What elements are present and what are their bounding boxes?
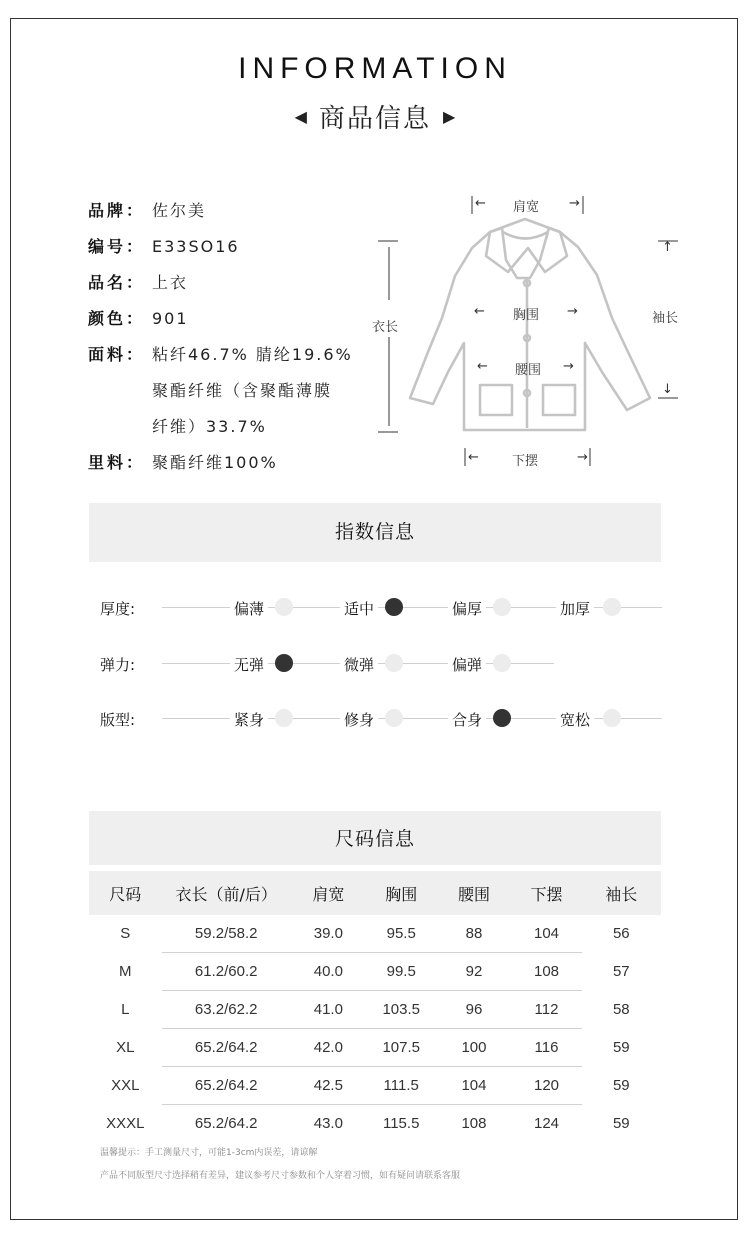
- table-cell: XL: [116, 1039, 135, 1056]
- label-chest: 胸围: [513, 308, 540, 323]
- table-cell: 100: [437, 1029, 512, 1067]
- table-cell: 59.2/58.2: [162, 915, 291, 953]
- index-dot: [385, 598, 403, 616]
- spec-key: 面料：: [88, 345, 146, 364]
- index-option: 微弹: [340, 654, 378, 675]
- spec-value: 粘纤46.7% 腈纶19.6%: [152, 345, 353, 364]
- size-table: [89, 871, 661, 1142]
- table-cell: 108: [511, 953, 581, 991]
- arrow-right-icon: →: [563, 359, 574, 374]
- arrow-left-icon: ←: [474, 304, 485, 319]
- spec-value: 聚酯纤维100%: [152, 453, 278, 472]
- table-cell: 95.5: [366, 915, 437, 953]
- index-option: 偏薄: [230, 598, 268, 619]
- spec-color: [88, 307, 189, 331]
- table-cell: 65.2/64.2: [162, 1029, 291, 1067]
- column-header: 尺码: [89, 871, 162, 915]
- spec-value: 901: [152, 309, 189, 328]
- index-option: 偏弹: [448, 654, 486, 675]
- spec-fabric: [88, 343, 353, 436]
- spec-name: [88, 271, 189, 295]
- column-header: 胸围: [366, 871, 437, 915]
- table-cell: 43.0: [313, 1115, 343, 1132]
- label-hem: 下摆: [512, 454, 539, 469]
- table-cell: 57: [612, 963, 630, 980]
- table-cell: 88: [437, 915, 512, 953]
- table-cell: 116: [511, 1029, 581, 1067]
- arrow-left-icon: ←: [477, 359, 488, 374]
- table-row: [89, 991, 661, 1029]
- table-cell: 61.2/60.2: [162, 953, 291, 991]
- index-dot: [385, 709, 403, 727]
- table-cell: 103.5: [366, 991, 437, 1029]
- index-dot: [603, 709, 621, 727]
- spec-brand: [88, 199, 207, 223]
- index-option: 合身: [448, 709, 486, 730]
- table-row: [89, 1067, 661, 1105]
- table-cell: 56: [612, 925, 630, 942]
- table-cell: 112: [511, 991, 581, 1029]
- index-option: 紧身: [230, 709, 268, 730]
- index-option: 无弹: [230, 654, 268, 675]
- index-label: 厚度:: [100, 600, 136, 618]
- index-option: 修身: [340, 709, 378, 730]
- table-cell: 41.0: [291, 991, 366, 1029]
- spec-lining: [88, 451, 278, 475]
- title-chinese-row: [0, 98, 750, 135]
- table-cell: 39.0: [291, 915, 366, 953]
- index-option: 加厚: [556, 598, 594, 619]
- spec-value: E33SO16: [152, 237, 240, 256]
- index-option: 适中: [340, 598, 378, 619]
- table-cell: 115.5: [382, 1115, 420, 1132]
- index-dot: [275, 654, 293, 672]
- table-row: [89, 1105, 661, 1143]
- spec-key: 颜色：: [88, 309, 146, 328]
- table-row: [89, 953, 661, 991]
- right-circle-arrow-icon: ▶︎: [443, 107, 456, 126]
- spec-code: [88, 235, 240, 259]
- spec-value: 纤维）33.7%: [152, 417, 267, 436]
- spec-key: 编号：: [88, 237, 146, 256]
- table-cell: 124: [534, 1115, 560, 1132]
- note-fit-advice: 产品不同版型尺寸选择稍有差异，建议参考尺寸参数和个人穿着习惯，如有疑问请联系客服: [100, 1171, 461, 1181]
- table-cell: M: [119, 963, 132, 980]
- spec-value: 佐尔美: [152, 201, 207, 220]
- note-measurement: 温馨提示：手工测量尺寸，可能1-3cm内误差，请谅解: [100, 1148, 318, 1158]
- column-header: 袖长: [582, 871, 661, 915]
- table-cell: 63.2/62.2: [162, 991, 291, 1029]
- spec-key: 里料：: [88, 453, 146, 472]
- table-cell: 65.2/64.2: [194, 1115, 258, 1132]
- arrow-right-icon: →: [569, 196, 580, 211]
- index-dot: [493, 709, 511, 727]
- spec-key: 品牌：: [88, 201, 146, 220]
- size-section-header: 尺码信息: [89, 811, 661, 865]
- title-chinese: 商品信息: [318, 104, 431, 134]
- arrow-left-icon: ←: [475, 196, 486, 211]
- size-table-header-row: [89, 871, 661, 915]
- column-header: 衣长（前/后）: [162, 871, 291, 915]
- arrow-up-icon: ↑: [662, 240, 673, 255]
- arrow-down-icon: ↓: [662, 382, 673, 397]
- left-circle-arrow-icon: ◀︎: [294, 107, 307, 126]
- column-header: 肩宽: [291, 871, 366, 915]
- column-header: 腰围: [437, 871, 512, 915]
- index-option: 偏厚: [448, 598, 486, 619]
- label-length: 衣长: [372, 320, 399, 335]
- table-cell: 104: [511, 915, 581, 953]
- arrow-left-icon: ←: [468, 450, 479, 465]
- table-cell: 96: [437, 991, 512, 1029]
- table-cell: XXXL: [106, 1115, 145, 1132]
- table-cell: 99.5: [366, 953, 437, 991]
- spec-value: 上衣: [152, 273, 189, 292]
- table-cell: 92: [437, 953, 512, 991]
- table-cell: 104: [437, 1067, 512, 1105]
- table-cell: 59: [612, 1077, 630, 1094]
- table-row: [89, 915, 661, 953]
- label-shoulder: 肩宽: [513, 200, 540, 215]
- table-cell: 42.0: [291, 1029, 366, 1067]
- index-dot: [275, 598, 293, 616]
- index-label: 版型:: [100, 711, 136, 729]
- table-row: [89, 1029, 661, 1067]
- table-cell: 42.5: [291, 1067, 366, 1105]
- table-cell: 111.5: [366, 1067, 437, 1105]
- index-dot: [493, 654, 511, 672]
- table-cell: 120: [511, 1067, 581, 1105]
- spec-value: 聚酯纤维（含聚酯薄膜: [152, 381, 333, 400]
- arrow-right-icon: →: [567, 304, 578, 319]
- table-cell: XXL: [111, 1077, 140, 1094]
- label-sleeve: 袖长: [652, 311, 679, 326]
- spec-key: 品名：: [88, 273, 146, 292]
- index-option: 宽松: [556, 709, 594, 730]
- index-label: 弹力:: [100, 656, 136, 674]
- table-cell: S: [120, 925, 131, 942]
- table-cell: 107.5: [366, 1029, 437, 1067]
- table-cell: 108: [461, 1115, 487, 1132]
- index-dot: [493, 598, 511, 616]
- table-cell: L: [121, 1001, 130, 1018]
- label-waist: 腰围: [515, 363, 542, 378]
- table-cell: 59: [612, 1115, 630, 1132]
- index-section-header: 指数信息: [89, 503, 661, 562]
- table-cell: 65.2/64.2: [162, 1067, 291, 1105]
- table-cell: 40.0: [291, 953, 366, 991]
- column-header: 下摆: [511, 871, 581, 915]
- index-dot: [603, 598, 621, 616]
- arrow-right-icon: →: [577, 450, 588, 465]
- table-cell: 58: [612, 1001, 630, 1018]
- index-dot: [275, 709, 293, 727]
- title-english: INFORMATION: [238, 52, 512, 85]
- table-cell: 59: [612, 1039, 630, 1056]
- index-dot: [385, 654, 403, 672]
